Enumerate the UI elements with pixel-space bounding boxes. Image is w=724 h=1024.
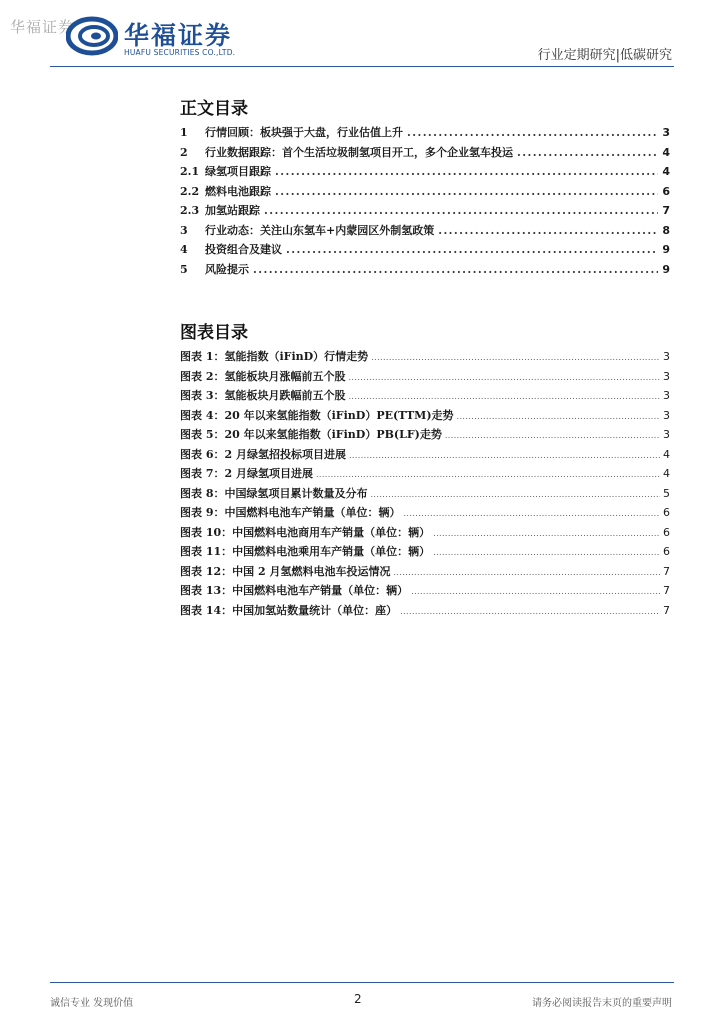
- toc-entry-page: 3: [662, 126, 670, 139]
- figure-entry-text: 图表 4：20 年以来氢能指数（iFinD）PE(TTM)走势: [180, 408, 454, 422]
- figure-leader-dots: [433, 548, 660, 557]
- figure-list: [180, 348, 670, 621]
- figure-entry-text: 图表 8：中国绿氢项目累计数量及分布: [180, 486, 368, 500]
- figure-entry-page: 6: [663, 525, 670, 539]
- figure-entry[interactable]: [180, 524, 670, 544]
- figure-leader-dots: [348, 392, 660, 401]
- figure-entry[interactable]: [180, 485, 670, 505]
- toc-entry-text: 绿氢项目跟踪: [205, 165, 271, 178]
- toc-leader-dots: [275, 165, 658, 178]
- figure-entry-page: 3: [663, 389, 670, 402]
- figure-leader-dots: [457, 412, 660, 421]
- footer-disclaimer: 请务必阅读报告末页的重要声明: [532, 998, 672, 1009]
- figure-entry-page: 6: [663, 545, 670, 558]
- footer-slogan: 诚信专业 发现价值: [50, 998, 134, 1009]
- figure-entry-text: 图表 10：中国燃料电池商用车产销量（单位：辆）: [180, 525, 431, 539]
- figure-entry-text: 图表 2：氢能板块月涨幅前五个股: [180, 369, 346, 383]
- figure-entry-text: 图表 14：中国加氢站数量统计（单位：座）: [180, 603, 398, 617]
- toc-leader-dots: [438, 224, 658, 237]
- figure-entry-page: 3: [663, 350, 670, 363]
- toc-entry-page: 8: [662, 223, 670, 237]
- figure-entry[interactable]: [180, 446, 670, 466]
- toc-entry[interactable]: [180, 144, 670, 164]
- toc-entry[interactable]: [180, 261, 670, 281]
- toc-entry-page: 7: [662, 204, 670, 217]
- toc-entry-text: 行业数据跟踪：首个生活垃圾制氢项目开工，多个企业氢车投运: [205, 145, 513, 159]
- page-number: 2: [354, 992, 362, 1006]
- figure-entry-page: 7: [663, 603, 670, 617]
- footer-divider: [50, 982, 674, 983]
- figure-leader-dots: [403, 509, 660, 518]
- toc-entry-number: 3: [180, 223, 188, 237]
- figure-entry[interactable]: [180, 426, 670, 446]
- figure-entry-text: 图表 12：中国 2 月氢燃料电池车投运情况: [180, 564, 391, 578]
- figure-leader-dots: [433, 529, 660, 538]
- figure-leader-dots: [316, 470, 660, 479]
- figure-entry-page: 6: [663, 506, 670, 519]
- figure-entry-text: 图表 1：氢能指数（iFinD）行情走势: [180, 350, 369, 363]
- figure-entry[interactable]: [180, 407, 670, 427]
- toc-entry[interactable]: [180, 163, 670, 183]
- toc-entry-text: 燃料电池跟踪: [205, 184, 271, 198]
- figure-leader-dots: [370, 490, 660, 499]
- figure-entry-text: 图表 7：2 月绿氢项目进展: [180, 467, 313, 480]
- toc-entry[interactable]: [180, 124, 670, 144]
- toc-leader-dots: [253, 263, 658, 276]
- figure-entry[interactable]: [180, 348, 670, 368]
- toc-entry-text: 风险提示: [205, 262, 249, 276]
- toc-entry-text: 行业动态：关注山东氢车+内蒙园区外制氢政策: [205, 223, 435, 237]
- toc-leader-dots: [275, 185, 658, 198]
- figure-entry[interactable]: [180, 563, 670, 583]
- header-divider: [50, 66, 674, 67]
- figure-entry-text: 图表 5：20 年以来氢能指数（iFinD）PB(LF)走势: [180, 428, 442, 441]
- figure-entry[interactable]: [180, 387, 670, 407]
- toc-entry-page: 6: [662, 184, 670, 198]
- figure-entry-text: 图表 3：氢能板块月跌幅前五个股: [180, 389, 346, 402]
- figure-entry-page: 7: [663, 564, 670, 578]
- figure-entry-page: 4: [663, 467, 670, 480]
- figure-entry[interactable]: [180, 543, 670, 563]
- figure-entry-page: 3: [663, 369, 670, 383]
- toc-entry[interactable]: [180, 202, 670, 222]
- figure-entry-page: 7: [663, 584, 670, 597]
- figure-entry-page: 3: [663, 428, 670, 441]
- figure-entry-text: 图表 6：2 月绿氢招投标项目进展: [180, 447, 346, 461]
- report-category: 行业定期研究|低碳研究: [537, 48, 672, 63]
- figure-leader-dots: [348, 373, 660, 382]
- figure-leader-dots: [400, 607, 660, 616]
- figure-entry-page: 3: [663, 408, 670, 422]
- figure-leader-dots: [445, 431, 660, 440]
- figure-entry[interactable]: [180, 504, 670, 524]
- toc-entry[interactable]: [180, 241, 670, 261]
- toc-entry-text: 加氢站跟踪: [205, 204, 260, 217]
- logo-swirl-icon: [66, 16, 118, 56]
- toc-entry-page: 4: [662, 165, 670, 178]
- figure-entry-page: 4: [663, 447, 670, 461]
- toc-entry-number: 5: [180, 262, 188, 276]
- toc-entry-number: 2: [180, 145, 188, 159]
- figure-leader-dots: [411, 587, 660, 596]
- figure-entry[interactable]: [180, 602, 670, 622]
- figure-list-title: 图表目录: [180, 323, 248, 343]
- figure-entry[interactable]: [180, 465, 670, 485]
- figure-leader-dots: [393, 568, 660, 577]
- toc-entry-number: 2.1: [180, 165, 200, 178]
- watermark-text: 华福证券: [10, 18, 75, 36]
- figure-entry[interactable]: [180, 368, 670, 388]
- toc-list: [180, 124, 670, 280]
- figure-entry-text: 图表 9：中国燃料电池车产销量（单位：辆）: [180, 506, 401, 519]
- logo-english-name: HUAFU SECURITIES CO.,LTD.: [124, 48, 236, 57]
- toc-entry-text: 行情回顾：板块强于大盘，行业估值上升: [205, 126, 403, 139]
- toc-entry-page: 9: [662, 262, 670, 276]
- toc-entry-number: 1: [180, 126, 188, 139]
- toc-entry[interactable]: [180, 222, 670, 242]
- toc-entry-number: 4: [180, 243, 188, 256]
- toc-leader-dots: [407, 126, 658, 139]
- figure-leader-dots: [371, 353, 660, 362]
- toc-entry-page: 9: [662, 243, 670, 256]
- figure-entry-text: 图表 13：中国燃料电池车产销量（单位：辆）: [180, 584, 409, 597]
- figure-entry[interactable]: [180, 582, 670, 602]
- toc-entry-number: 2.2: [180, 184, 200, 198]
- figure-entry-page: 5: [663, 486, 670, 500]
- figure-leader-dots: [349, 451, 660, 460]
- toc-entry-number: 2.3: [180, 204, 200, 217]
- toc-entry-page: 4: [662, 145, 670, 159]
- toc-title: 正文目录: [180, 99, 248, 119]
- company-logo: [66, 14, 246, 58]
- logo-chinese-name: 华福证券: [124, 21, 233, 50]
- toc-entry-text: 投资组合及建议: [205, 243, 282, 256]
- toc-leader-dots: [517, 146, 658, 159]
- figure-entry-text: 图表 11：中国燃料电池乘用车产销量（单位：辆）: [180, 545, 431, 558]
- toc-entry[interactable]: [180, 183, 670, 203]
- toc-leader-dots: [286, 243, 658, 256]
- toc-leader-dots: [264, 204, 658, 217]
